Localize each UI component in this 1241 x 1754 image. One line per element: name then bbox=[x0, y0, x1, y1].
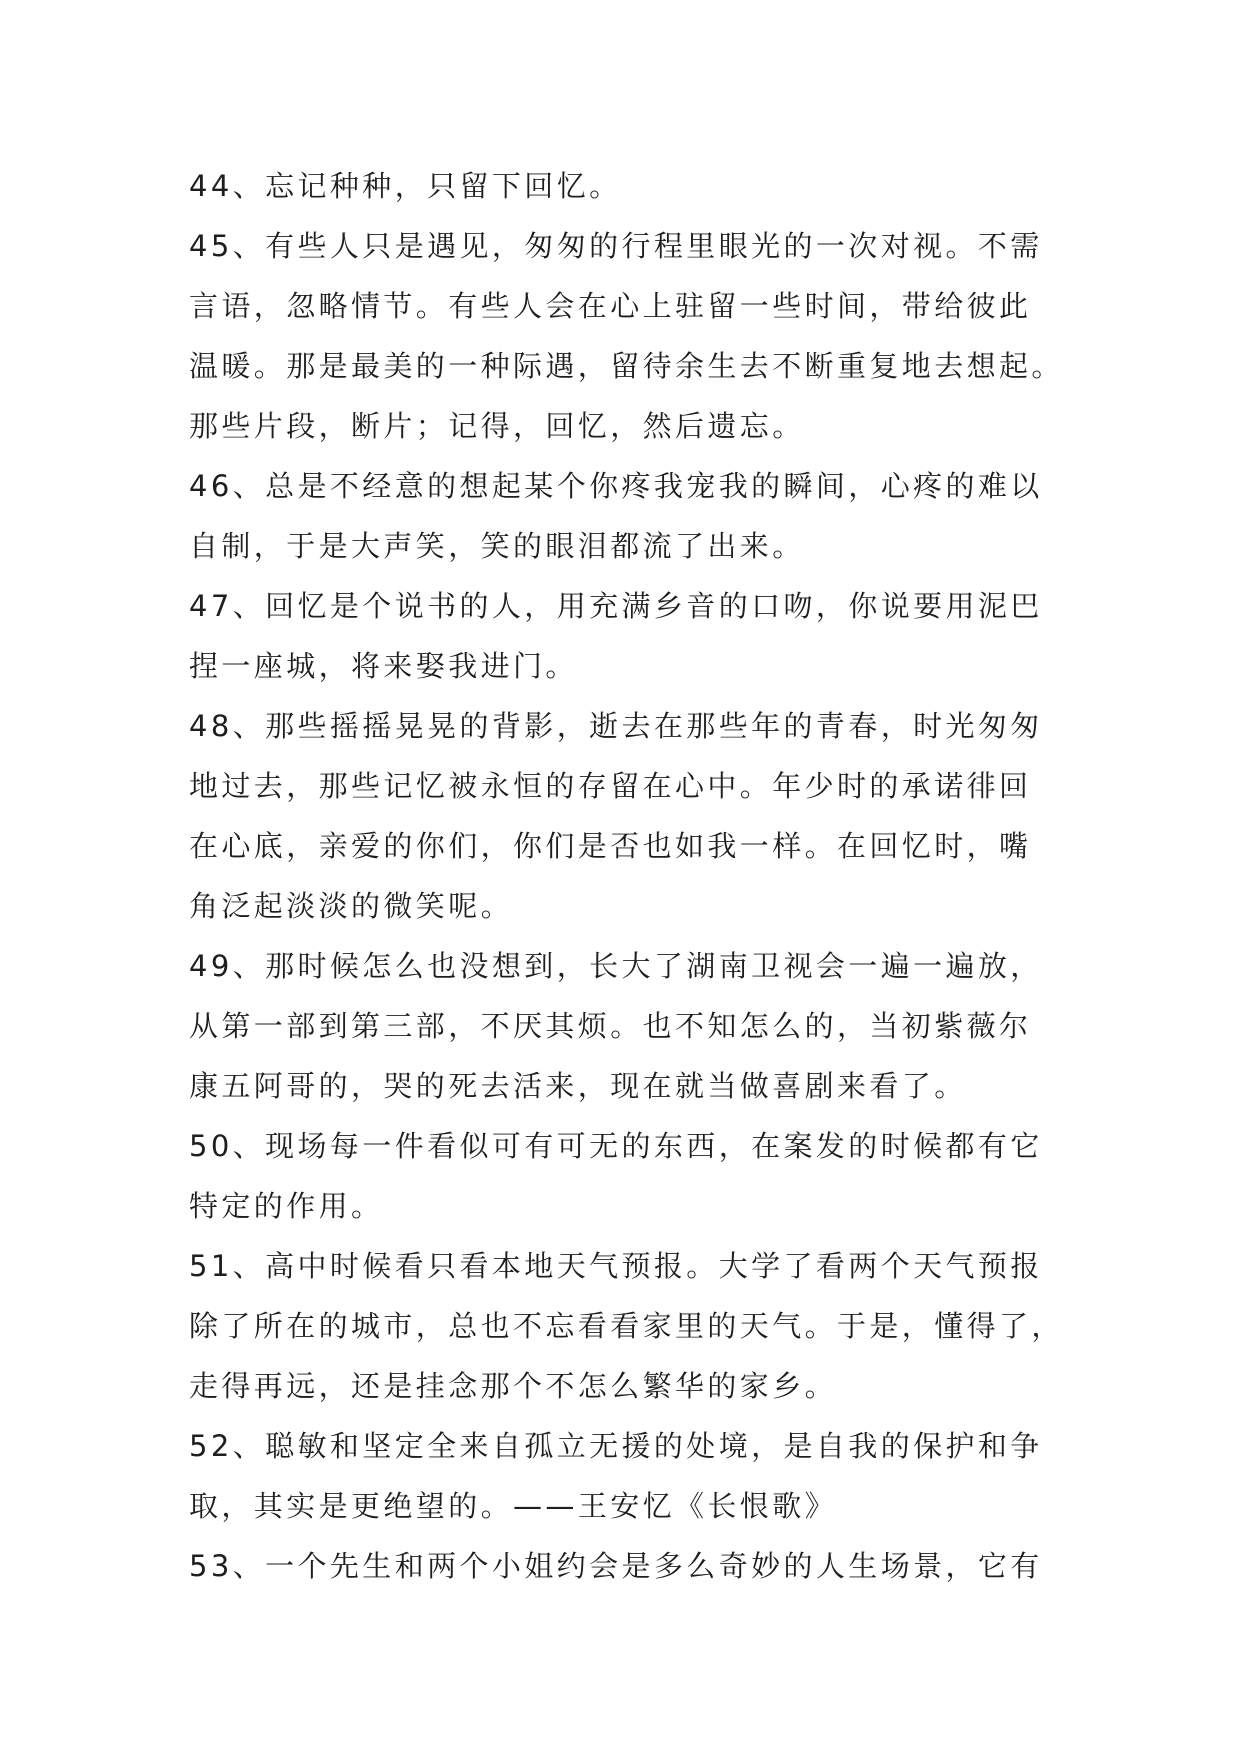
text-line: 45、有些人只是遇见，匆匆的行程里眼光的一次对视。不需 bbox=[189, 229, 1043, 263]
text-line: 康五阿哥的，哭的死去活来，现在就当做喜剧来看了。 bbox=[189, 1069, 967, 1103]
text-line: 48、那些摇摇晃晃的背影，逝去在那些年的青春，时光匆匆 bbox=[189, 709, 1043, 743]
text-line: 自制，于是大声笑，笑的眼泪都流了出来。 bbox=[189, 529, 805, 563]
text-line: 那些片段，断片；记得，回忆，然后遗忘。 bbox=[189, 409, 805, 443]
text-line: 地过去，那些记忆被永恒的存留在心中。年少时的承诺徘回 bbox=[189, 769, 1032, 803]
text-line: 取，其实是更绝望的。——王安忆《长恨歌》 bbox=[189, 1489, 838, 1523]
text-line: 52、聪敏和坚定全来自孤立无援的处境，是自我的保护和争 bbox=[189, 1429, 1043, 1463]
text-line: 角泛起淡淡的微笑呢。 bbox=[189, 889, 514, 923]
text-line: 50、现场每一件看似可有可无的东西，在案发的时候都有它 bbox=[189, 1129, 1043, 1163]
text-line: 在心底，亲爱的你们，你们是否也如我一样。在回忆时，嘴 bbox=[189, 829, 1032, 863]
document-body bbox=[189, 156, 1065, 1596]
text-line: 49、那时候怎么也没想到，长大了湖南卫视会一遍一遍放， bbox=[189, 949, 1043, 983]
text-line: 温暖。那是最美的一种际遇，留待余生去不断重复地去想起。 bbox=[189, 349, 1064, 383]
text-line: 走得再远，还是挂念那个不怎么繁华的家乡。 bbox=[189, 1369, 838, 1403]
text-line: 言语，忽略情节。有些人会在心上驻留一些时间，带给彼此 bbox=[189, 289, 1032, 323]
text-line: 44、忘记种种，只留下回忆。 bbox=[189, 169, 622, 203]
text-line: 捏一座城，将来娶我进门。 bbox=[189, 649, 578, 683]
text-line: 从第一部到第三部，不厌其烦。也不知怎么的，当初紫薇尔 bbox=[189, 1009, 1032, 1043]
text-line: 47、回忆是个说书的人，用充满乡音的口吻，你说要用泥巴 bbox=[189, 589, 1043, 623]
text-line: 除了所在的城市，总也不忘看看家里的天气。于是，懂得了， bbox=[189, 1309, 1064, 1343]
text-line: 53、一个先生和两个小姐约会是多么奇妙的人生场景，它有 bbox=[189, 1549, 1043, 1583]
text-line: 特定的作用。 bbox=[189, 1189, 384, 1223]
text-line: 51、高中时候看只看本地天气预报。大学了看两个天气预报 bbox=[189, 1249, 1043, 1283]
text-line: 46、总是不经意的想起某个你疼我宠我的瞬间，心疼的难以 bbox=[189, 469, 1043, 503]
